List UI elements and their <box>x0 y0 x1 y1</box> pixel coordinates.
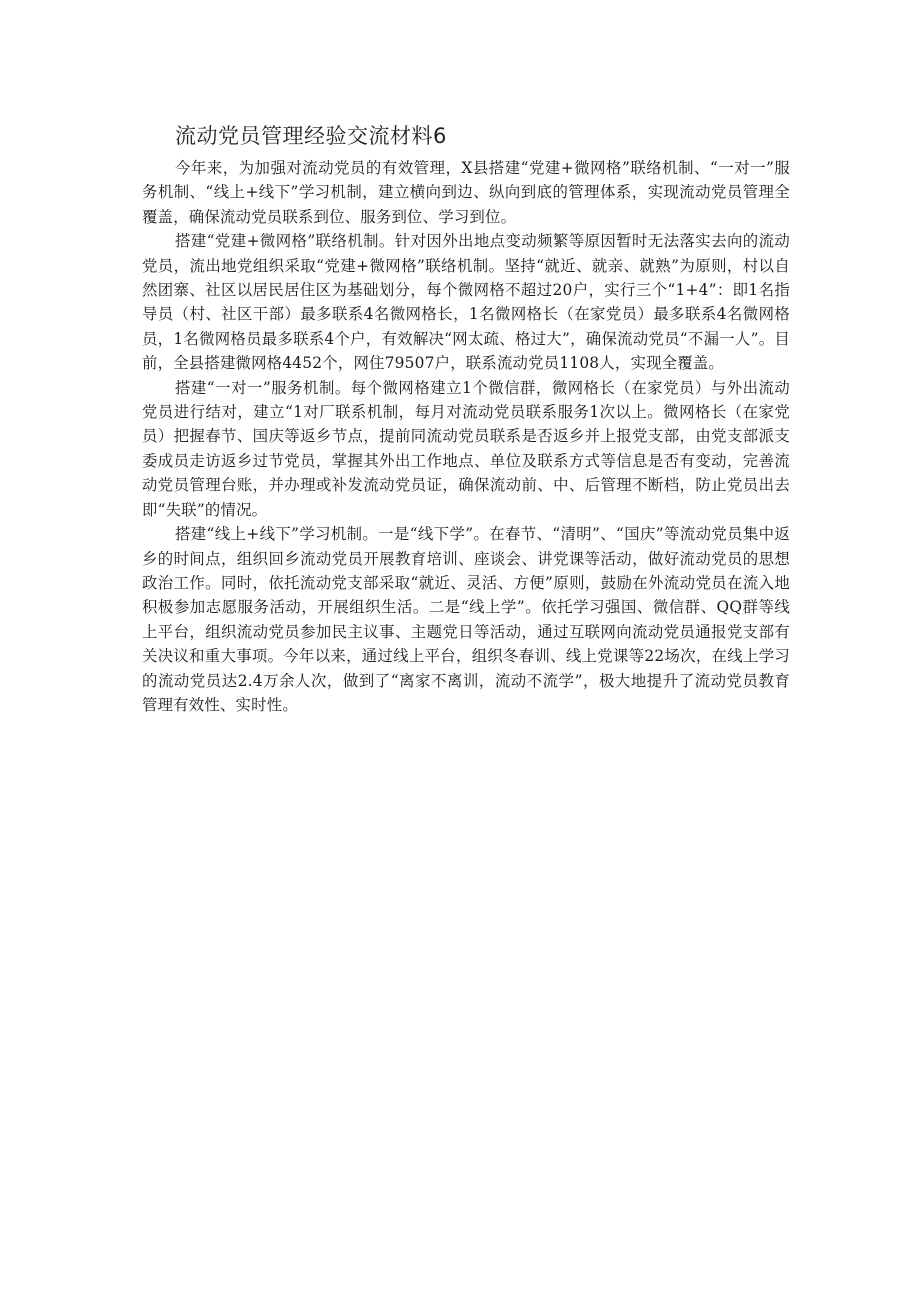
paragraph-intro: 今年来，为加强对流动党员的有效管理，X县搭建“党建+微网格”联络机制、“一对一”服务机制、“线上+线下”学习机制，建立横向到边、纵向到底的管理体系，实现流动党员管理全覆盖，确保流动党员联系到位、服务到位、学习到位。 <box>142 159 790 226</box>
paragraph-micro-grid-mechanism: 搭建“党建+微网格”联络机制。针对因外出地点变动频繁等原因暂时无法落实去向的流动党员，流出地党组织采取“党建+微网格”联络机制。坚持“就近、就亲、就熟”为原则，村以自然团寨、社区以居民居住区为基础划分，每个微网格不超过20户，实行三个“1+4”：即1名指导员（村、社区干部）最多联系4名微网格长，1名微网格长（在家党员）最多联系4名微网格员，1名微网格员最多联系4个户，有效解决“网太疏、格过大”，确保流动党员“不漏一人”。目前，全县搭建微网格4452个，网住79507户，联系流动党员1108人，实现全覆盖。 <box>142 232 790 373</box>
paragraph-online-offline-learning: 搭建“线上+线下”学习机制。一是“线下学”。在春节、“清明”、“国庆”等流动党员集中返乡的时间点，组织回乡流动党员开展教育培训、座谈会、讲党课等活动，做好流动党员的思想政治工作。同时，依托流动党支部采取“就近、灵活、方便”原则，鼓励在外流动党员在流入地积极参加志愿服务活动，开展组织生活。二是“线上学”。依托学习强国、微信群、QQ群等线上平台，组织流动党员参加民主议事、主题党日等活动，通过互联网向流动党员通报党支部有关决议和重大事项。今年以来，通过线上平台，组织冬春训、线上党课等22场次，在线上学习的流动党员达2.4万余人次，做到了“离家不离训，流动不流学”，极大地提升了流动党员教育管理有效性、实时性。 <box>142 525 790 714</box>
paragraph-one-on-one-service: 搭建“一对一”服务机制。每个微网格建立1个微信群，微网格长（在家党员）与外出流动党员进行结对，建立“1对厂联系机制，每月对流动党员联系服务1次以上。微网格长（在家党员）把握春节、国庆等返乡节点，提前同流动党员联系是否返乡并上报党支部，由党支部派支委成员走访返乡过节党员，掌握其外出工作地点、单位及联系方式等信息是否有变动，完善流动党员管理台账，并办理或补发流动党员证，确保流动前、中、后管理不断档，防止党员出去即“失联”的情况。 <box>142 378 790 519</box>
document-title: 流动党员管理经验交流材料6 <box>175 124 447 148</box>
document-body <box>142 122 790 717</box>
